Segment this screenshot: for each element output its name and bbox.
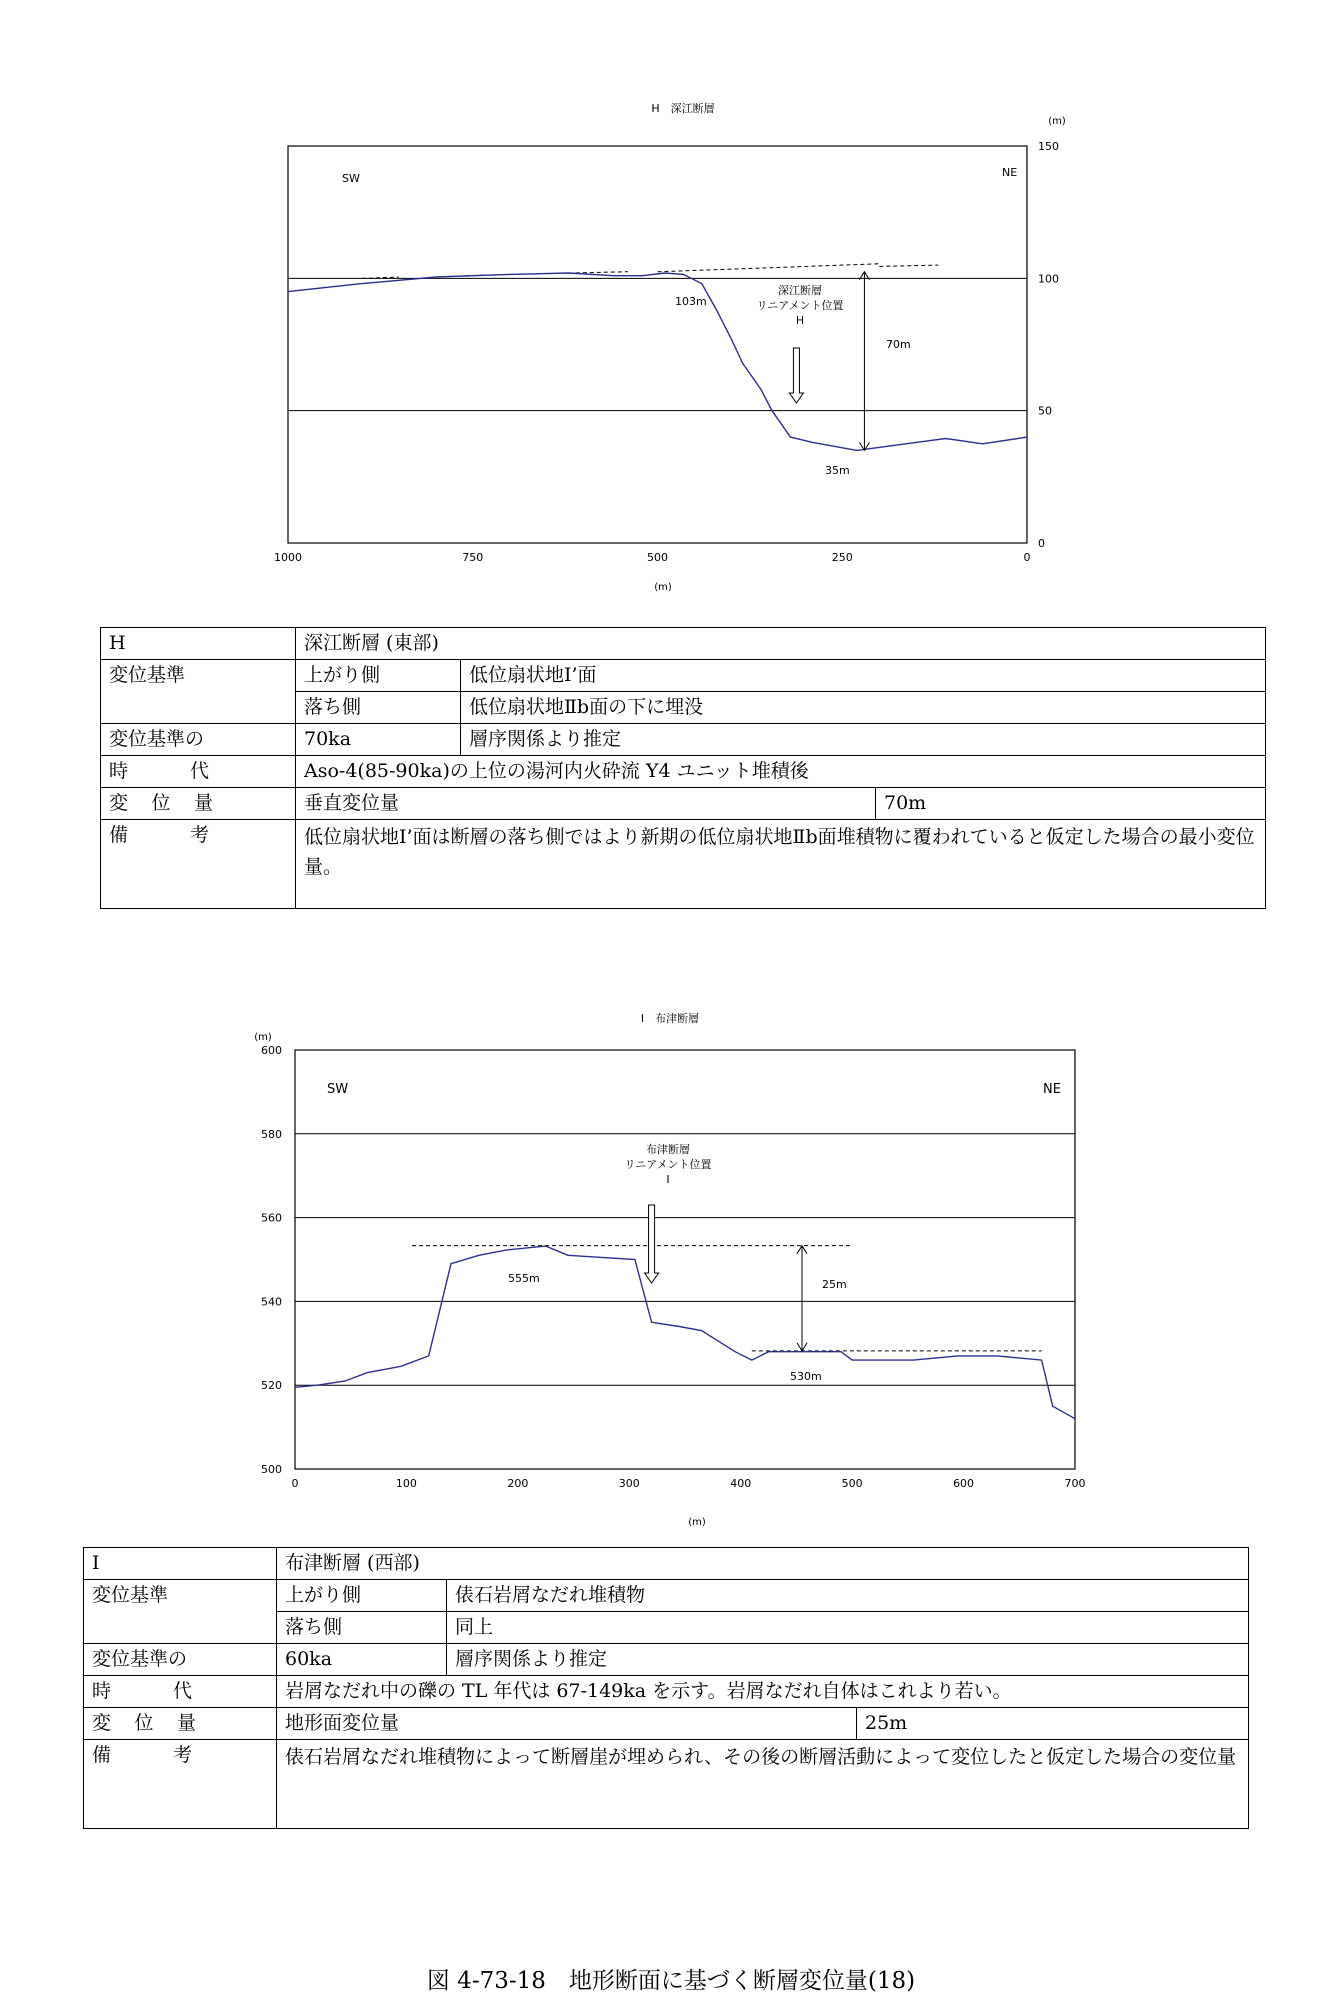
table-row bbox=[84, 1644, 1249, 1676]
table-row bbox=[101, 660, 1266, 692]
disp-label-text: 変 位 量 bbox=[92, 1712, 196, 1734]
ne-label: NE bbox=[1043, 1082, 1061, 1097]
age-method: 層序関係より推定 bbox=[447, 1644, 1249, 1676]
up-value: 俵石岩屑なだれ堆積物 bbox=[447, 1580, 1249, 1612]
x-unit-label: (m) bbox=[688, 1517, 706, 1528]
sw-label: SW bbox=[342, 172, 360, 185]
upthrown-elevation-label: 555m bbox=[508, 1272, 540, 1285]
x-tick-label: 200 bbox=[507, 1477, 529, 1490]
table-row bbox=[101, 756, 1266, 788]
age-value: 60ka bbox=[277, 1644, 447, 1676]
disp-type: 地形面変位量 bbox=[277, 1708, 857, 1740]
row-id: I bbox=[84, 1548, 277, 1580]
table-row bbox=[101, 724, 1266, 756]
table-row bbox=[84, 1740, 1249, 1829]
remarks-label-text: 備 考 bbox=[109, 824, 209, 846]
plot-frame bbox=[295, 1050, 1075, 1469]
x-tick-label: 250 bbox=[831, 551, 853, 564]
x-tick-label: 0 bbox=[291, 1477, 299, 1490]
remarks-label bbox=[84, 1740, 277, 1829]
down-value: 低位扇状地Ⅱb面の下に埋没 bbox=[461, 692, 1266, 724]
fault-location-arrow-icon bbox=[645, 1205, 659, 1283]
disp-label bbox=[84, 1708, 277, 1740]
chart-title: H 深江断層 bbox=[651, 102, 715, 115]
fault-label-line2: リニアメント位置 bbox=[624, 1158, 712, 1171]
y-tick-label: 100 bbox=[1038, 272, 1059, 286]
y-tick-label: 0 bbox=[1038, 537, 1045, 550]
x-tick-label: 700 bbox=[1064, 1477, 1086, 1490]
fault-label-line3: H bbox=[795, 314, 805, 327]
up-label: 上がり側 bbox=[277, 1580, 447, 1612]
age-note: 岩屑なだれ中の礫の TL 年代は 67-149ka を示す。岩屑なだれ自体はこれより若い。 bbox=[277, 1676, 1249, 1708]
fault-label-line1: 布津断層 bbox=[646, 1143, 690, 1156]
up-value: 低位扇状地Ⅰ’面 bbox=[461, 660, 1266, 692]
age-note: Aso-4(85-90ka)の上位の湯河内火砕流 Y4 ユニット堆積後 bbox=[296, 756, 1266, 788]
table-row bbox=[84, 1676, 1249, 1708]
down-label: 落ち側 bbox=[296, 692, 461, 724]
basis-label: 変位基準 bbox=[101, 660, 296, 724]
age-method: 層序関係より推定 bbox=[461, 724, 1266, 756]
upthrown-elevation-label: 103m bbox=[675, 295, 707, 308]
age-label-2 bbox=[101, 756, 296, 788]
disp-value: 25m bbox=[857, 1708, 1249, 1740]
chart-title: I 布津断層 bbox=[640, 1012, 700, 1025]
up-label: 上がり側 bbox=[296, 660, 461, 692]
table-row bbox=[101, 788, 1266, 820]
disp-label bbox=[101, 788, 296, 820]
y-tick-label: 50 bbox=[1038, 404, 1052, 418]
fault-label-line3: I bbox=[666, 1173, 670, 1186]
row-id: H bbox=[101, 628, 296, 660]
y-tick-label: 580 bbox=[261, 1127, 282, 1141]
y-tick-label: 150 bbox=[1038, 140, 1059, 153]
age-label-1: 変位基準の bbox=[84, 1644, 277, 1676]
age-label-2-text: 時 代 bbox=[92, 1680, 192, 1702]
remarks: 低位扇状地Ⅰ’面は断層の落ち側ではより新期の低位扇状地Ⅱb面堆積物に覆われていると仮定した場合の最小変位量。 bbox=[296, 820, 1266, 909]
sw-label: SW bbox=[327, 1082, 349, 1097]
x-tick-label: 500 bbox=[841, 1477, 863, 1490]
y-tick-label: 500 bbox=[261, 1463, 282, 1476]
table-row bbox=[84, 1580, 1249, 1612]
age-value: 70ka bbox=[296, 724, 461, 756]
disp-value: 70m bbox=[876, 788, 1266, 820]
remarks-label bbox=[101, 820, 296, 909]
downthrown-elevation-label: 530m bbox=[790, 1370, 822, 1383]
x-tick-label: 0 bbox=[1023, 551, 1031, 564]
x-tick-label: 750 bbox=[462, 551, 484, 564]
y-tick-label: 540 bbox=[261, 1295, 282, 1309]
table-row bbox=[101, 820, 1266, 909]
table-futsu-fault bbox=[83, 1547, 1249, 1829]
disp-type: 垂直変位量 bbox=[296, 788, 876, 820]
table-row bbox=[84, 1548, 1249, 1580]
fault-label-line1: 深江断層 bbox=[778, 284, 822, 297]
table-fukae-fault bbox=[100, 627, 1266, 909]
age-label-2-text: 時 代 bbox=[109, 760, 209, 782]
ne-label: NE bbox=[1002, 166, 1018, 179]
x-tick-label: 300 bbox=[618, 1477, 640, 1490]
x-tick-label: 100 bbox=[395, 1477, 417, 1490]
x-tick-label: 500 bbox=[647, 551, 668, 564]
down-value: 同上 bbox=[447, 1612, 1249, 1644]
down-label: 落ち側 bbox=[277, 1612, 447, 1644]
y-tick-label: 560 bbox=[261, 1211, 282, 1225]
disp-label-text: 変 位 量 bbox=[109, 792, 213, 814]
remarks: 俵石岩屑なだれ堆積物によって断層崖が埋められ、その後の断層活動によって変位したと仮定した場合の変位量 bbox=[277, 1740, 1249, 1829]
y-unit-label: (m) bbox=[1048, 116, 1066, 127]
figure-caption: 図 4-73-18 地形断面に基づく断層変位量(18) bbox=[426, 1968, 916, 1994]
remarks-label-text: 備 考 bbox=[92, 1744, 192, 1766]
y-tick-label: 520 bbox=[261, 1379, 282, 1393]
y-unit-label: (m) bbox=[254, 1032, 272, 1043]
fault-name: 布津断層 (西部) bbox=[277, 1548, 1249, 1580]
downthrown-elevation-label: 35m bbox=[825, 464, 850, 477]
terrain-profile-line bbox=[295, 1246, 1075, 1419]
x-unit-label: (m) bbox=[654, 582, 672, 593]
table-row bbox=[101, 628, 1266, 660]
fault-name: 深江断層 (東部) bbox=[296, 628, 1266, 660]
x-tick-label: 1000 bbox=[274, 551, 302, 564]
x-tick-label: 600 bbox=[953, 1477, 975, 1490]
fault-label-line2: リニアメント位置 bbox=[756, 299, 844, 312]
age-label-1: 変位基準の bbox=[101, 724, 296, 756]
table-row bbox=[84, 1708, 1249, 1740]
y-tick-label: 600 bbox=[261, 1044, 282, 1057]
age-label-2 bbox=[84, 1676, 277, 1708]
displacement-label: 25m bbox=[822, 1278, 847, 1291]
x-tick-label: 400 bbox=[730, 1477, 752, 1490]
basis-label: 変位基準 bbox=[84, 1580, 277, 1644]
displacement-label: 70m bbox=[886, 338, 911, 351]
